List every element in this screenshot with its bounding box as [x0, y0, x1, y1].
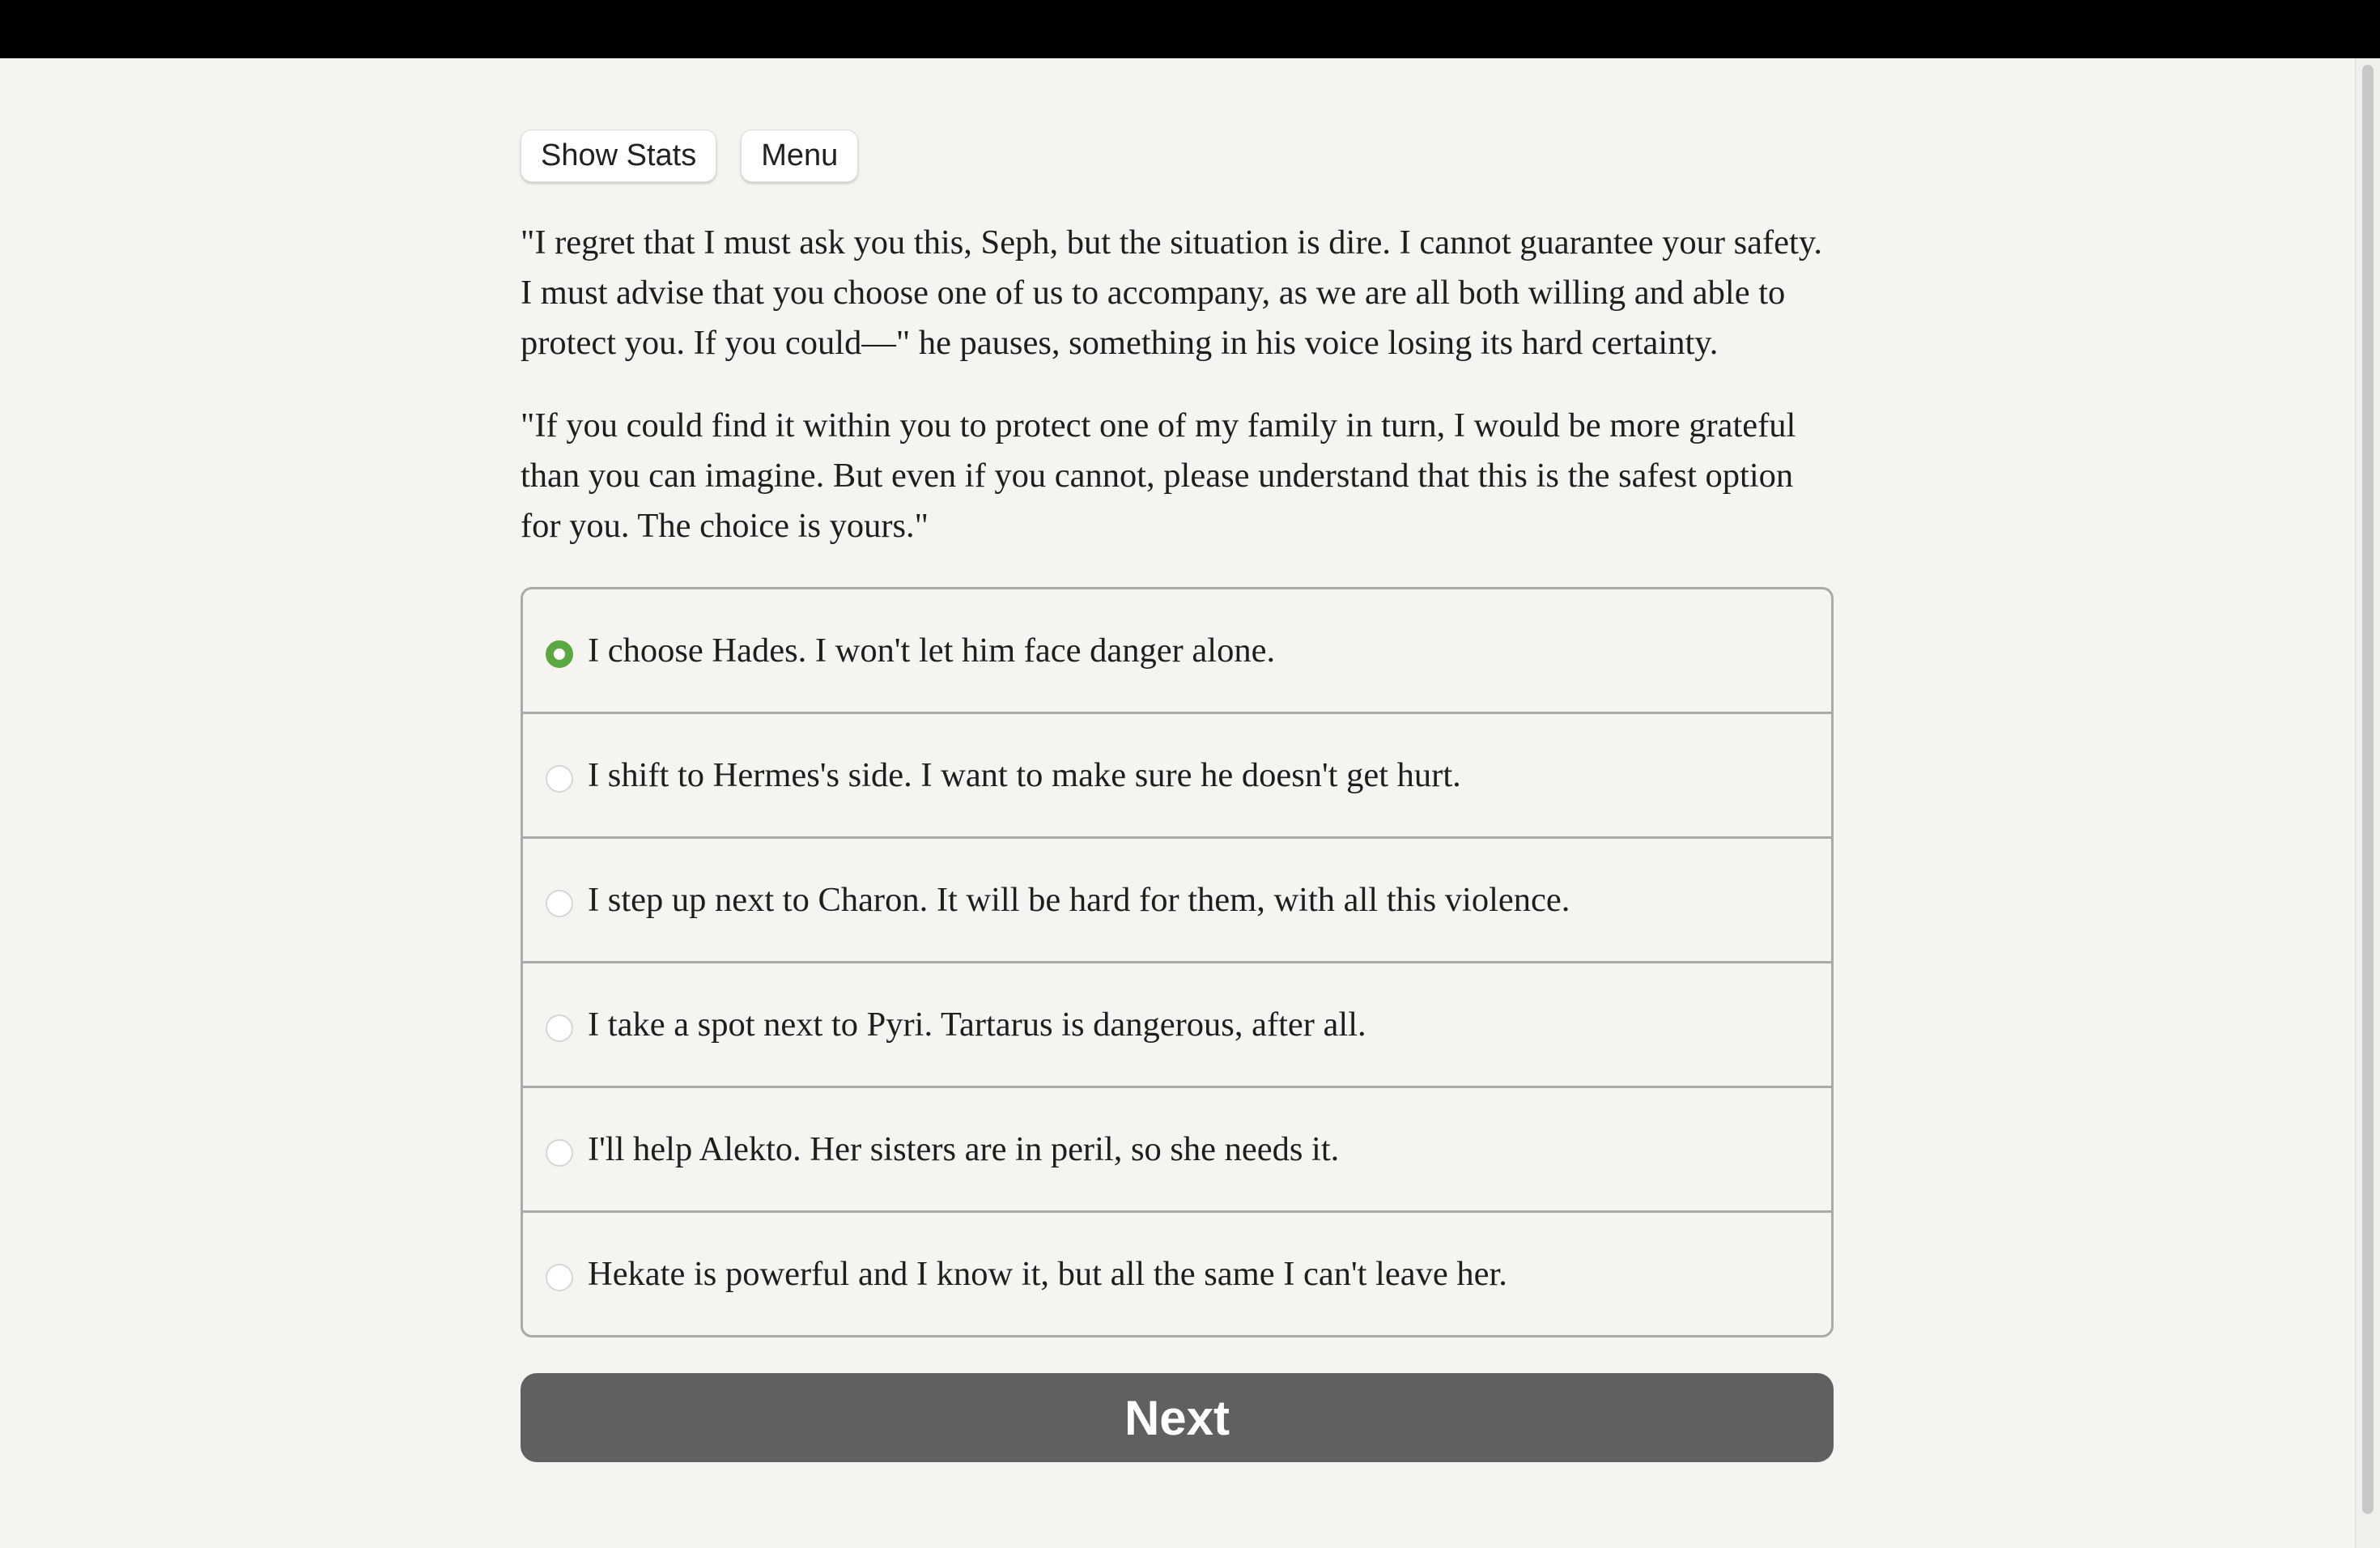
choice-label: I take a spot next to Pyri. Tartarus is dangerous, after all. [588, 1006, 1366, 1044]
radio-selected-icon[interactable] [546, 640, 573, 668]
passage-paragraph: "If you could find it within you to protect one of my family in turn, I would be more grateful than you can imagine. But even if you cannot, please understand that this is the safest option for you. The choice is yours." [521, 406, 1796, 545]
choice-option[interactable] [523, 961, 1831, 1086]
choice-option[interactable] [523, 1086, 1831, 1210]
radio-icon[interactable] [546, 890, 573, 917]
scrollbar[interactable] [2355, 58, 2380, 1548]
radio-icon[interactable] [546, 1264, 573, 1291]
show-stats-button[interactable]: Show Stats [521, 130, 716, 182]
scrollbar-thumb[interactable] [2362, 65, 2374, 1514]
game-content [521, 130, 1834, 1462]
choice-label: I shift to Hermes's side. I want to make sure he doesn't get hurt. [588, 756, 1461, 794]
toolbar [521, 130, 1834, 182]
choice-option[interactable] [523, 712, 1831, 836]
menu-button[interactable]: Menu [741, 130, 858, 182]
choice-list [521, 587, 1834, 1337]
radio-icon[interactable] [546, 1139, 573, 1167]
choice-label: I'll help Alekto. Her sisters are in peril, so she needs it. [588, 1130, 1340, 1168]
next-button[interactable]: Next [521, 1373, 1834, 1462]
choice-label: I choose Hades. I won't let him face danger alone. [588, 632, 1276, 670]
choice-label: I step up next to Charon. It will be hard for them, with all this violence. [588, 881, 1570, 919]
choice-option[interactable] [523, 1210, 1831, 1335]
passage-paragraph: "I regret that I must ask you this, Seph, but the situation is dire. I cannot guarantee your safety. I must advise that you choose one of us to accompany, as we are all both willing and able to protect you. If you could—" he pauses, something in his voice losing its hard certainty. [521, 223, 1822, 362]
choice-option[interactable] [523, 836, 1831, 961]
radio-icon[interactable] [546, 1014, 573, 1042]
radio-icon[interactable] [546, 765, 573, 793]
choice-option[interactable] [523, 589, 1831, 712]
choice-label: Hekate is powerful and I know it, but all the same I can't leave her. [588, 1255, 1507, 1293]
browser-top-bar [0, 0, 2380, 58]
